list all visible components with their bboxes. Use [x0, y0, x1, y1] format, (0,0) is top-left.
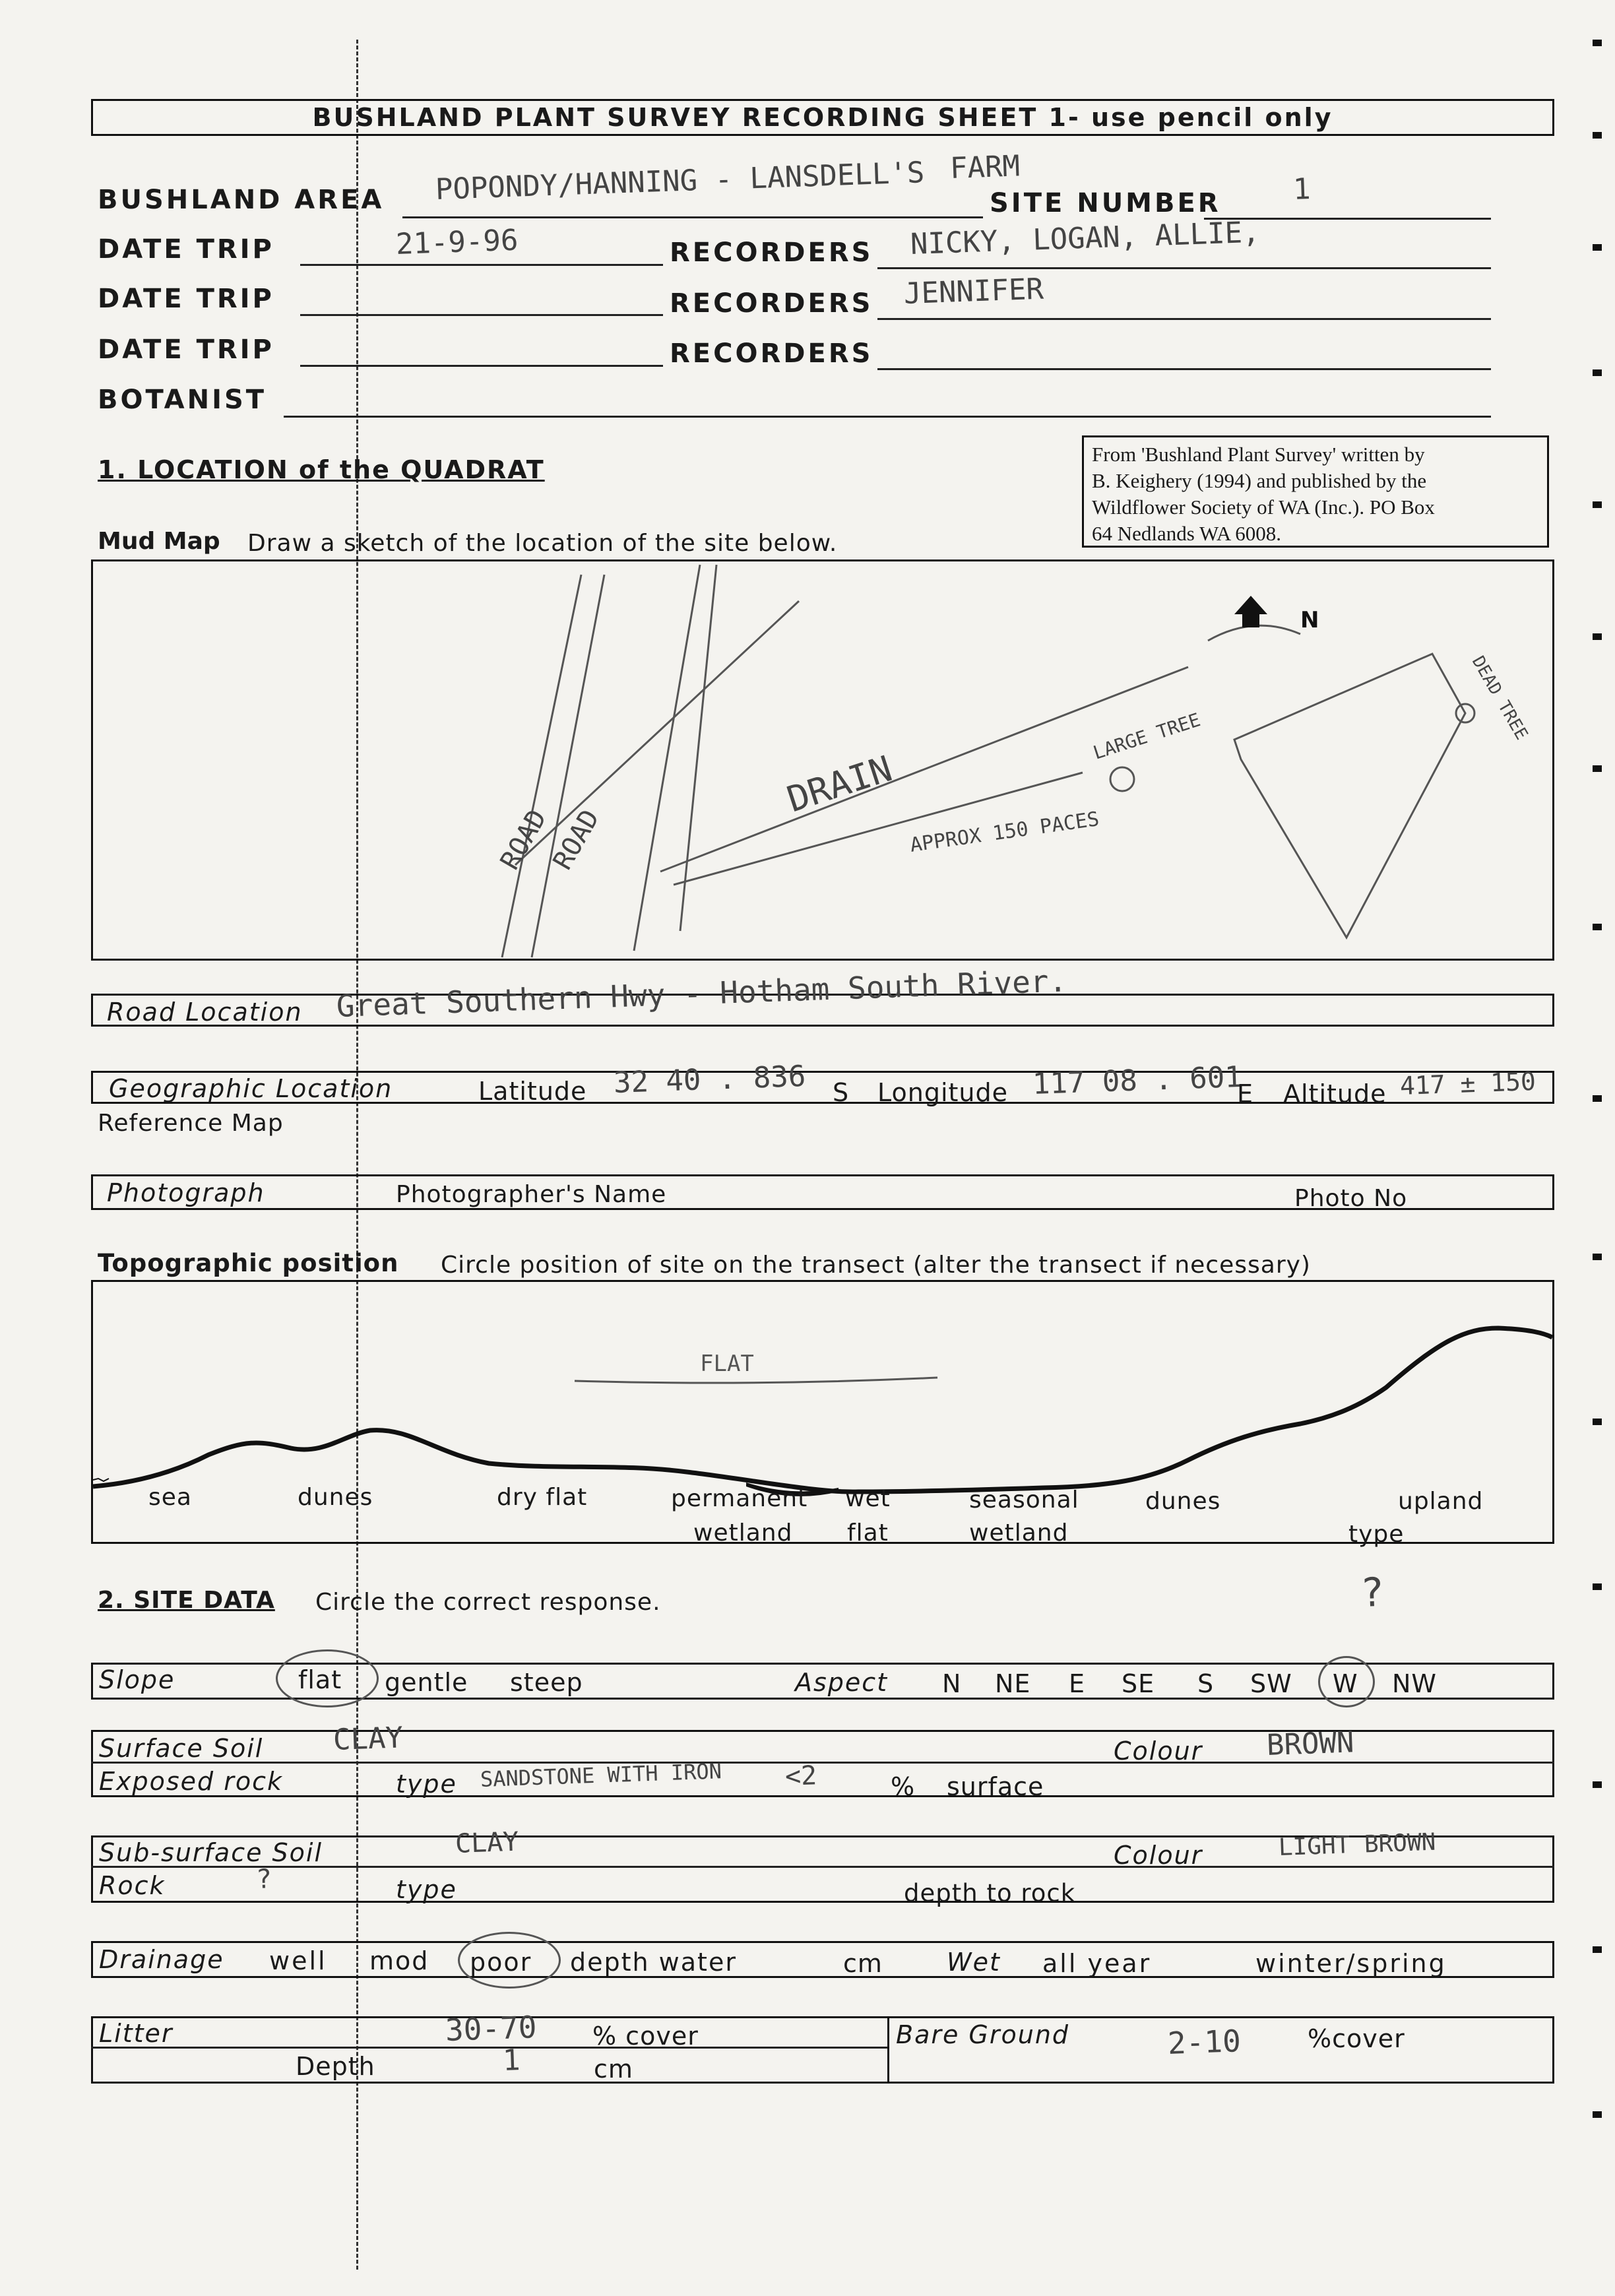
litter-pct-cover: % cover: [592, 2022, 699, 2051]
longitude-label: Longitude: [877, 1078, 1008, 1107]
road-location-label: Road Location: [107, 998, 303, 1027]
bushland-area-value[interactable]: POPONDY/HANNING - LANSDELL'S: [435, 156, 926, 207]
exposed-rock-pct-symbol: %: [891, 1772, 916, 1801]
aspect-label: Aspect: [795, 1668, 889, 1697]
sheet-title: BUSHLAND PLANT SURVEY RECORDING SHEET 1- use pencil only: [312, 103, 1333, 132]
transect-type[interactable]: type: [1348, 1521, 1405, 1548]
drainage-label: Drainage: [99, 1945, 224, 1974]
bushland-area-label: BUSHLAND AREA: [98, 185, 385, 215]
litter-depth-label: Depth: [296, 2052, 375, 2081]
exposed-rock-label: Exposed rock: [99, 1767, 284, 1796]
bare-ground-pct-cover: %cover: [1308, 2024, 1405, 2053]
drainage-option-mod[interactable]: mod: [369, 1946, 429, 1975]
site-number-label: SITE NUMBER: [990, 188, 1221, 218]
exposed-rock-pct-value[interactable]: <2: [784, 1760, 817, 1792]
date-trip-line-2: [300, 314, 663, 316]
wet-winter-spring[interactable]: winter/spring: [1255, 1949, 1447, 1978]
photograph-label: Photograph: [107, 1178, 265, 1207]
surface-soil-label: Surface Soil: [99, 1734, 264, 1763]
rock-value[interactable]: ?: [255, 1864, 272, 1895]
depth-to-rock-label: depth to rock: [904, 1879, 1076, 1907]
exposed-rock-surface-label: surface: [947, 1772, 1044, 1801]
aspect-option-sw[interactable]: SW: [1250, 1669, 1292, 1698]
edge-mark: [1593, 244, 1602, 251]
edge-mark: [1593, 2111, 1602, 2118]
wet-all-year[interactable]: all year: [1042, 1949, 1152, 1978]
topo-flat-annotation: FLAT: [700, 1351, 754, 1377]
dead-tree-label: DEAD TREE: [1467, 653, 1532, 744]
slope-option-flat[interactable]: flat: [298, 1665, 342, 1694]
aspect-circle-mark: [1318, 1656, 1375, 1707]
litter-value[interactable]: 30-70: [445, 2009, 538, 2048]
drainage-option-well[interactable]: well: [269, 1946, 327, 1975]
aspect-option-nw[interactable]: NW: [1392, 1669, 1437, 1698]
date-trip-label-2: DATE TRIP: [98, 284, 274, 314]
depth-water-cm: cm: [843, 1949, 883, 1978]
transect-sea[interactable]: sea: [148, 1484, 192, 1511]
recorders-label-2: RECORDERS: [670, 288, 873, 319]
bushland-area-line: [402, 216, 983, 218]
section1-title: 1. LOCATION of the QUADRAT: [98, 455, 545, 484]
edge-mark: [1593, 1419, 1602, 1425]
edge-mark: [1593, 1781, 1602, 1788]
longitude-value[interactable]: 117 08 . 601: [1032, 1060, 1243, 1101]
botanist-line: [284, 416, 1491, 418]
geo-location-label: Geographic Location: [109, 1074, 393, 1103]
mud-map-instruction: Draw a sketch of the location of the site below.: [247, 530, 838, 557]
aspect-option-s[interactable]: S: [1197, 1669, 1215, 1698]
edge-mark: [1593, 765, 1602, 772]
road-label-2: ROAD: [547, 804, 606, 875]
road-label-1: ROAD: [494, 804, 553, 875]
mud-map-sketch: [93, 561, 1552, 959]
litter-depth-cm: cm: [594, 2055, 633, 2084]
date-trip-line-3: [300, 365, 663, 367]
exposed-rock-type-label: type: [396, 1770, 457, 1799]
transect-box[interactable]: [91, 1280, 1554, 1548]
slope-label: Slope: [99, 1665, 175, 1694]
source-note-line4: 64 Nedlands WA 6008.: [1092, 522, 1282, 545]
drainage-option-poor[interactable]: poor: [470, 1948, 532, 1977]
source-note-line3: Wildflower Society of WA (Inc.). PO Box: [1092, 495, 1435, 519]
edge-mark: [1593, 633, 1602, 640]
surface-soil-value[interactable]: CLAY: [332, 1721, 404, 1757]
source-note-line1: From 'Bushland Plant Survey' written by: [1092, 443, 1425, 466]
slope-option-gentle[interactable]: gentle: [385, 1668, 468, 1697]
altitude-label: Altitude: [1283, 1079, 1387, 1108]
transect-wetland-1[interactable]: wetland: [693, 1519, 793, 1547]
north-label: N: [1300, 607, 1319, 633]
subsurface-colour-value[interactable]: LIGHT BROWN: [1278, 1828, 1436, 1861]
farm-value[interactable]: FARM: [949, 149, 1021, 185]
recorders-line-3: [877, 368, 1491, 370]
latitude-s: S: [833, 1078, 850, 1107]
recorders-value-1[interactable]: NICKY, LOGAN, ALLIE,: [910, 215, 1261, 261]
title-box: [91, 99, 1554, 136]
date-trip-label-3: DATE TRIP: [98, 335, 274, 365]
edge-mark: [1593, 1095, 1602, 1102]
reference-map-label: Reference Map: [98, 1110, 284, 1137]
aspect-option-ne[interactable]: NE: [995, 1669, 1031, 1698]
edge-mark: [1593, 1946, 1602, 1953]
depth-water-label: depth water: [570, 1948, 737, 1977]
transect-flat[interactable]: flat: [847, 1519, 889, 1547]
transect-seasonal[interactable]: seasonal: [969, 1486, 1079, 1514]
aspect-option-se[interactable]: SE: [1122, 1669, 1155, 1698]
exposed-rock-type-value[interactable]: SANDSTONE WITH IRON: [480, 1758, 722, 1792]
aspect-question-mark: ?: [1359, 1569, 1385, 1616]
litter-label: Litter: [99, 2019, 174, 2048]
edge-mark: [1593, 1254, 1602, 1260]
transect-dry-flat[interactable]: dry flat: [497, 1484, 588, 1511]
bare-ground-label: Bare Ground: [896, 2020, 1070, 2049]
transect-wet[interactable]: wet: [845, 1485, 891, 1512]
botanist-label: BOTANIST: [98, 385, 267, 415]
aspect-option-e[interactable]: E: [1069, 1669, 1086, 1698]
topo-label: Topographic position: [98, 1249, 399, 1277]
photo-no-label: Photo No: [1294, 1185, 1408, 1212]
surface-colour-label: Colour: [1114, 1737, 1203, 1766]
recorders-line-1: [877, 267, 1491, 269]
litter-depth-value[interactable]: 1: [502, 2043, 521, 2078]
edge-mark: [1593, 40, 1602, 46]
recorders-label-1: RECORDERS: [670, 238, 873, 268]
slope-circle-mark: [276, 1649, 379, 1707]
edge-mark: [1593, 501, 1602, 508]
bare-ground-value[interactable]: 2-10: [1167, 2023, 1242, 2061]
drainage-circle-mark: [458, 1932, 561, 1989]
wet-label: Wet: [947, 1948, 1001, 1977]
section2-title: 2. SITE DATA: [98, 1587, 275, 1614]
subsurface-soil-label: Sub-surface Soil: [99, 1838, 323, 1867]
transect-wetland-2[interactable]: wetland: [969, 1519, 1069, 1547]
rock-label: Rock: [99, 1871, 166, 1900]
transect-dunes-2[interactable]: dunes: [1145, 1488, 1221, 1515]
edge-mark: [1593, 924, 1602, 930]
date-trip-label-1: DATE TRIP: [98, 234, 274, 265]
subsurface-colour-label: Colour: [1114, 1841, 1203, 1870]
rock-type-label: type: [396, 1875, 457, 1904]
altitude-value[interactable]: 417 ± 150: [1399, 1066, 1536, 1100]
surface-soil-divider: [91, 1762, 1554, 1764]
mud-map-box[interactable]: [91, 559, 1554, 961]
longitude-e: E: [1237, 1079, 1254, 1108]
photographer-name-label: Photographer's Name: [396, 1181, 667, 1208]
topo-instruction: Circle position of site on the transect (alter the transect if necessary): [441, 1252, 1311, 1279]
approx-paces-label: APPROX 150 PACES: [908, 808, 1101, 857]
road-location-value[interactable]: Great Southern Hwy - Hotham South River.: [336, 963, 1068, 1024]
recorders-line-2: [877, 318, 1491, 320]
site-number-value[interactable]: 1: [1292, 172, 1312, 207]
mud-map-label: Mud Map: [98, 528, 220, 555]
aspect-option-n[interactable]: N: [942, 1669, 962, 1698]
latitude-value[interactable]: 32 40 . 836: [613, 1059, 807, 1100]
latitude-label: Latitude: [478, 1077, 587, 1106]
edge-mark: [1593, 369, 1602, 376]
transect-upland[interactable]: upland: [1398, 1488, 1484, 1515]
transect-dunes-1[interactable]: dunes: [298, 1484, 373, 1511]
source-note-line2: B. Keighery (1994) and published by the: [1092, 469, 1427, 492]
section2-instruction: Circle the correct response.: [315, 1589, 661, 1616]
transect-permanent[interactable]: permanent: [671, 1485, 808, 1512]
edge-mark: [1593, 1583, 1602, 1590]
fold-line: [356, 40, 358, 2270]
edge-mark: [1593, 132, 1602, 139]
aspect-option-w[interactable]: W: [1333, 1669, 1358, 1698]
date-trip-value-1[interactable]: 21-9-96: [395, 223, 519, 261]
slope-option-steep[interactable]: steep: [510, 1668, 583, 1697]
drain-label: DRAIN: [782, 748, 897, 821]
source-note-box: [1082, 435, 1549, 548]
date-trip-line-1: [300, 264, 663, 266]
recorders-value-2[interactable]: JENNIFER: [903, 272, 1044, 311]
recorders-label-3: RECORDERS: [670, 338, 873, 369]
litter-vertical-divider: [887, 2016, 889, 2084]
large-tree-label: LARGE TREE: [1090, 709, 1203, 764]
surface-colour-value[interactable]: BROWN: [1266, 1725, 1355, 1762]
subsurface-soil-value[interactable]: CLAY: [455, 1826, 520, 1859]
litter-divider: [91, 2047, 889, 2049]
